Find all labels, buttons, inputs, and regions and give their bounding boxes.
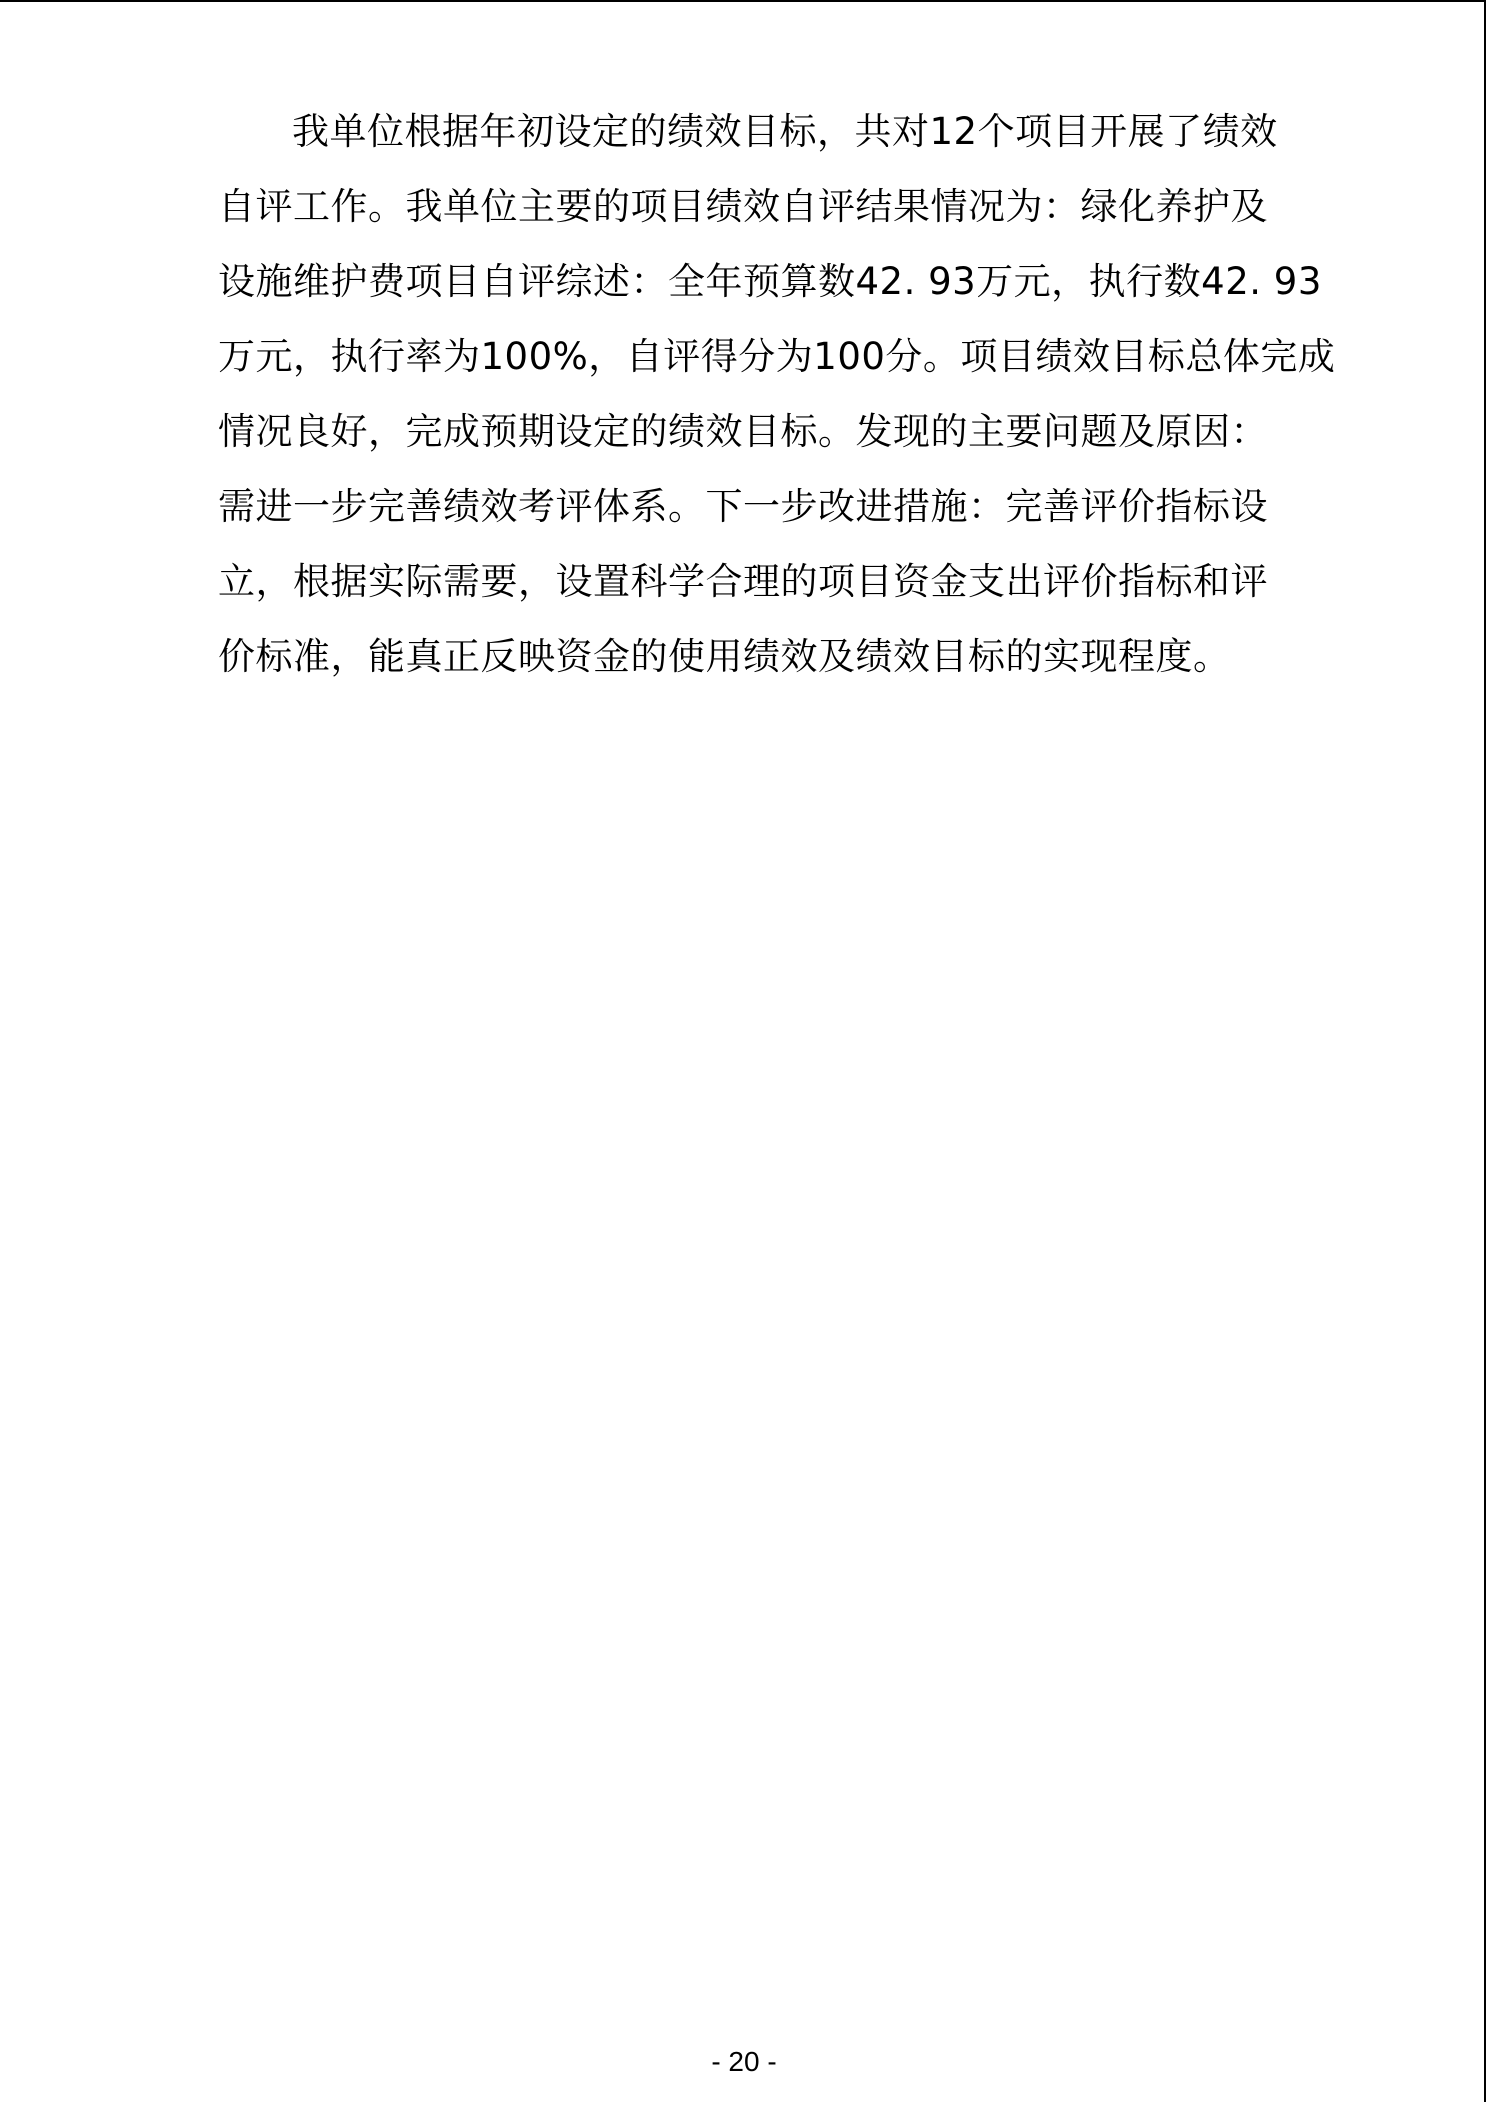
paragraph-line: 情况良好，完成预期设定的绩效目标。发现的主要问题及原因： — [218, 410, 1268, 453]
paragraph-line: 立，根据实际需要，设置科学合理的项目资金支出评价指标和评 — [218, 560, 1268, 603]
paragraph-line: 价标准，能真正反映资金的使用绩效及绩效目标的实现程度。 — [218, 635, 1231, 678]
paragraph-line: 万元，执行率为100%，自评得分为100分。项目绩效目标总体完成 — [218, 335, 1336, 378]
body-paragraph — [218, 94, 1336, 694]
paragraph-line: 我单位根据年初设定的绩效目标，共对12个项目开展了绩效 — [292, 110, 1278, 153]
paragraph-line: 需进一步完善绩效考评体系。下一步改进措施：完善评价指标设 — [218, 485, 1268, 528]
paragraph-line: 设施维护费项目自评综述：全年预算数42. 93万元，执行数42. 93 — [218, 260, 1322, 303]
page-number: - 20 - — [711, 2046, 777, 2077]
paragraph-line: 自评工作。我单位主要的项目绩效自评结果情况为：绿化养护及 — [218, 185, 1268, 228]
